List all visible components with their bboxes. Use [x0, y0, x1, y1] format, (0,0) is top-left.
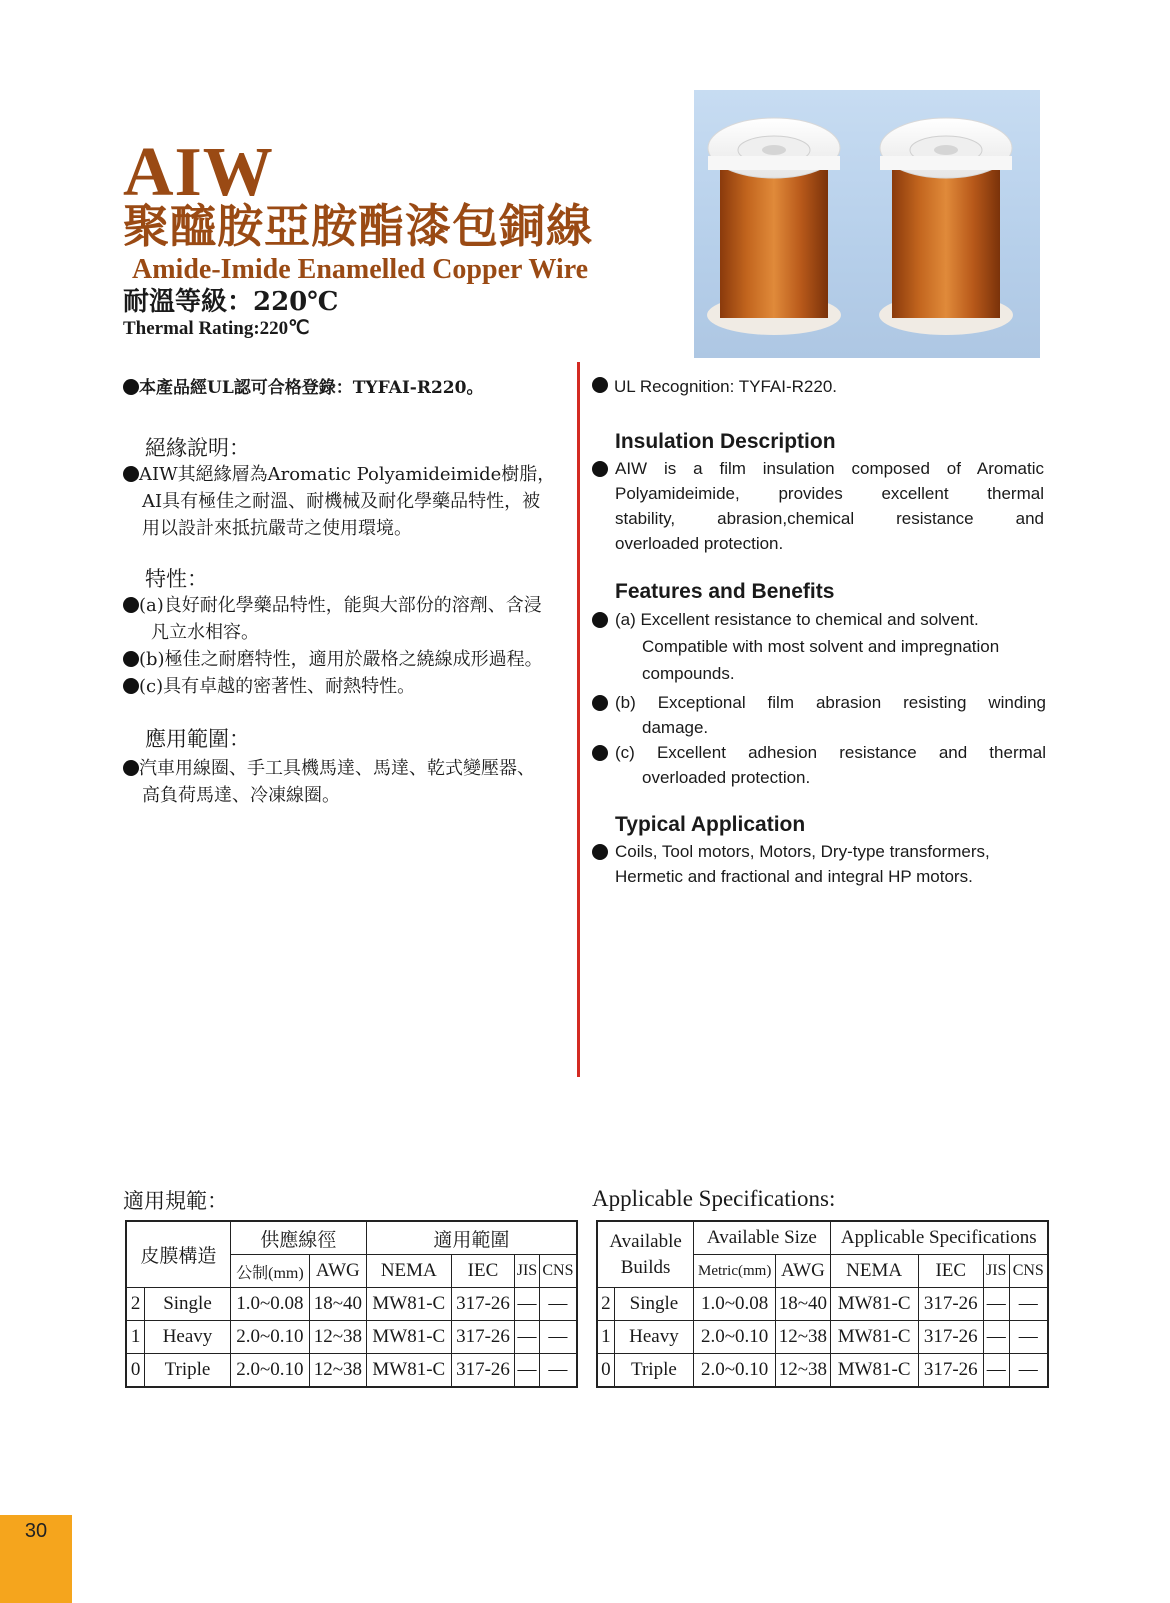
bullet-icon: [592, 745, 608, 761]
header-jis: JIS: [515, 1255, 540, 1288]
header-nema: NEMA: [830, 1255, 918, 1288]
spool-left: [707, 118, 841, 335]
header-spec: 適用範圍: [366, 1221, 577, 1255]
zh-product-title: 聚醯胺亞胺酯漆包銅線: [123, 199, 593, 253]
header-jis: JIS: [983, 1255, 1009, 1288]
zh-ul-line: 本產品經UL認可合格登錄：TYFAI-R220。: [123, 375, 483, 402]
column-divider: [577, 362, 580, 1077]
zh-insulation-heading: 絕緣說明：: [145, 436, 250, 460]
zh-features-heading: 特性：: [145, 567, 208, 591]
bullet-icon: [123, 678, 139, 694]
header-spec: Applicable Specifications: [830, 1221, 1048, 1255]
bullet-icon: [123, 466, 139, 482]
table-row: 2 Single 1.0~0.08 18~40 MW81-C 317-26 — —: [597, 1288, 1048, 1321]
wire-spools-image: [694, 90, 1040, 358]
product-code: AIW: [123, 134, 274, 211]
en-application-heading: Typical Application: [615, 813, 806, 836]
en-thermal-rating: Thermal Rating:220℃: [123, 318, 310, 339]
bullet-icon: [592, 612, 608, 628]
zh-specs-title: 適用規範：: [123, 1189, 228, 1213]
header-cns: CNS: [539, 1255, 577, 1288]
header-builds: Available Builds: [597, 1221, 694, 1288]
zh-features-text: (a)良好耐化學藥品特性，能與大部份的溶劑、含浸 凡立水相容。 (b)極佳之耐磨特性，適用於嚴格之繞線成形過程。 (c)具有卓越的密著性、耐熱特性。: [123, 592, 573, 700]
header-size: 供應線徑: [230, 1221, 366, 1255]
spool-right: [879, 118, 1013, 335]
bullet-icon: [592, 695, 608, 711]
en-application-text: Coils, Tool motors, Motors, Dry-type transformers, Hermetic and fractional and integral HP motors.: [592, 839, 1046, 889]
en-ul-line: UL Recognition: TYFAI-R220.: [592, 374, 837, 399]
header-awg: AWG: [776, 1255, 830, 1288]
table-row: 1 Heavy 2.0~0.10 12~38 MW81-C 317-26 — —: [597, 1321, 1048, 1354]
zh-insulation-text: AIW其絕緣層為Aromatic Polyamideimide樹脂， AI具有極佳之耐溫、耐機械及耐化學藥品特性，被 用以設計來抵抗嚴苛之使用環境。: [123, 461, 573, 542]
header-size: Available Size: [694, 1221, 830, 1255]
header-builds: 皮膜構造: [126, 1221, 230, 1288]
product-photo: [694, 90, 1040, 358]
bullet-icon: [592, 377, 608, 393]
header-metric: 公制(mm): [230, 1255, 309, 1288]
header-cns: CNS: [1009, 1255, 1048, 1288]
bullet-icon: [592, 461, 608, 477]
en-insulation-text: AIW is a film insulation composed of Aromatic Polyamideimide, provides excellent thermal stability, abrasion,chemical resistance and overloaded protection.: [592, 456, 1044, 556]
bullet-icon: [123, 760, 139, 776]
en-specs-table: [596, 1220, 1049, 1388]
bullet-icon: [123, 379, 139, 395]
en-insulation-heading: Insulation Description: [615, 430, 836, 453]
zh-application-heading: 應用範圍：: [145, 727, 250, 751]
en-specs-title: Applicable Specifications:: [592, 1186, 836, 1211]
zh-application-text: 汽車用線圈、手工具機馬達、馬達、乾式變壓器、 高負荷馬達、冷凍線圈。: [123, 755, 573, 809]
header-metric: Metric(mm): [694, 1255, 776, 1288]
header-iec: IEC: [451, 1255, 514, 1288]
table-row: 2 Single 1.0~0.08 18~40 MW81-C 317-26 — —: [126, 1288, 577, 1321]
table-row: 0 Triple 2.0~0.10 12~38 MW81-C 317-26 — —: [126, 1354, 577, 1388]
zh-specs-table: [125, 1220, 578, 1388]
bullet-icon: [592, 844, 608, 860]
en-features-text: (a) Excellent resistance to chemical and solvent. Compatible with most solvent and impregnation compounds. (b) Exceptional film abrasion resisting winding damage. (c) Excellent adhesion resistance and thermal overloaded protection.: [592, 607, 1046, 790]
en-product-title: Amide-Imide Enamelled Copper Wire: [132, 254, 589, 285]
en-features-heading: Features and Benefits: [615, 580, 835, 603]
bullet-icon: [123, 651, 139, 667]
header-awg: AWG: [309, 1255, 366, 1288]
zh-thermal-rating: 耐溫等級：220℃: [123, 287, 339, 317]
header-iec: IEC: [918, 1255, 983, 1288]
page-number: 30: [24, 1520, 48, 1542]
table-row: 1 Heavy 2.0~0.10 12~38 MW81-C 317-26 — —: [126, 1321, 577, 1354]
table-row: 0 Triple 2.0~0.10 12~38 MW81-C 317-26 — —: [597, 1354, 1048, 1388]
bullet-icon: [123, 597, 139, 613]
header-nema: NEMA: [366, 1255, 451, 1288]
